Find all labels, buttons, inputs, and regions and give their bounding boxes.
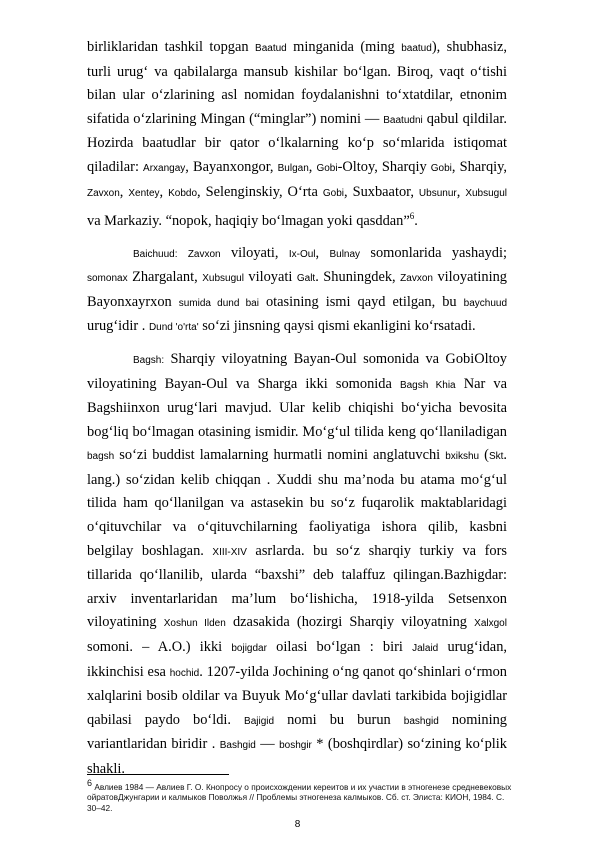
- text-run: ,: [119, 183, 129, 200]
- text-run: urug‘idan, ikkinchisi esa: [87, 639, 507, 680]
- small-term: Galt: [296, 273, 316, 285]
- small-term: Baatudni: [383, 114, 423, 126]
- small-term: Xubsugul: [202, 273, 244, 285]
- page-number: 8: [294, 819, 301, 830]
- small-term: Xubsugul: [465, 187, 508, 199]
- small-term: XIII-XIV: [212, 546, 247, 558]
- text-run: Zhargalant,: [127, 269, 203, 286]
- small-term: Xoshun Ilden: [163, 618, 226, 630]
- text-run: nomi bu burun: [274, 711, 404, 728]
- footnote: [87, 778, 517, 814]
- text-run: . 1207-yilda Jochining o‘ng qanot qo‘shinlari o‘rmon xalqlarini bosib oldilar va Buyuk Mo‘g‘ullar davlati tarkibida bojigidlar qabilasi paydo bo‘ldi.: [87, 663, 507, 728]
- text-run: , Bayanxongor,: [185, 158, 278, 175]
- text-run: va Markaziy. “nopok, haqiqiy bo‘lmagan yoki qasddan”: [87, 212, 410, 229]
- footnote-number: 6: [87, 778, 93, 788]
- small-term: bashgid: [403, 715, 439, 727]
- text-run: nomining variantlaridan biridir .: [87, 711, 508, 753]
- small-term: Kobdo: [168, 187, 198, 199]
- text-run: oilasi bo‘lgan : biri: [266, 639, 413, 656]
- footnote-divider: [87, 774, 229, 775]
- small-term: bojigdar: [231, 643, 267, 655]
- text-run: urug‘idir .: [87, 318, 149, 335]
- text-run: birliklaridan tashkil topgan: [87, 39, 256, 55]
- small-term: baychuud: [463, 297, 508, 309]
- small-term: Xentey: [128, 187, 160, 199]
- small-term: Baichuud:: [133, 248, 178, 260]
- text-run: somonlarida yashaydi;: [360, 244, 507, 261]
- small-term: Dund 'o'rta': [148, 322, 199, 334]
- small-term: baatud: [401, 43, 432, 54]
- small-term: Zavxon: [87, 187, 120, 199]
- small-term: Baatud: [255, 43, 287, 54]
- small-term: boshgir: [279, 740, 312, 752]
- small-term: Gobi: [316, 162, 338, 174]
- text-run: so‘zi buddist lamalarning hurmatli nomini anglatuvchi: [114, 447, 446, 464]
- text-run: .: [414, 212, 418, 229]
- text-run: (: [479, 447, 489, 464]
- small-term: somonax: [87, 273, 128, 285]
- small-term: Gobi: [322, 187, 345, 199]
- small-term: Bagsh:: [133, 354, 165, 366]
- text-run: viloyati: [243, 269, 297, 286]
- text-run: , Sharqiy,: [451, 158, 508, 175]
- text-run: viloyati,: [220, 244, 289, 261]
- small-term: Ubsunur: [418, 187, 457, 199]
- paragraph-bagsh: [87, 348, 507, 782]
- text-run: —: [255, 736, 280, 753]
- small-term: Zavxon: [187, 248, 221, 260]
- text-run: dzasakida (hozirgi Sharqiy viloyatning: [225, 614, 475, 631]
- small-term: Jalaid: [412, 643, 439, 655]
- small-term: hochid: [169, 667, 200, 679]
- small-term: Bagsh Khia: [399, 379, 456, 391]
- text-run: , Selenginskiy, O‘rta: [197, 183, 323, 200]
- small-term: Bulgan: [277, 162, 309, 174]
- text-run: ,: [159, 183, 169, 200]
- small-term: bxikshu: [445, 451, 480, 463]
- paragraph-baichuud: [87, 242, 507, 340]
- text-run: . lang.) so‘zidan kelib chiqqan . Xuddi shu ma’noda bu atama mo‘g‘ul tilida ham qo‘llanilgan va astasekin bu so‘z fuqarolik maktablaridagi o‘qituvchilar va o‘qituvchilarning faoliyatiga ishora qilib, kasbni belgilay boshlagan.: [87, 447, 507, 559]
- text-run: minganida (ming: [286, 39, 402, 55]
- paragraph-baatud: [87, 36, 507, 234]
- text-run: . Shuningdek,: [315, 269, 401, 286]
- text-run: so‘zi jinsning qaysi qismi ekanligini ko‘rsatadi.: [198, 318, 476, 335]
- text-run: , Suxbaator,: [344, 183, 419, 200]
- small-term: Bajigid: [244, 715, 275, 727]
- small-term: sumida dund bai: [178, 297, 259, 309]
- text-run: otasining ismi qayd etilgan, bu: [258, 293, 464, 310]
- small-term: Arxangay: [143, 162, 186, 174]
- text-run: asrlarda. bu so‘z sharqiy turkiy va fors tillarida qo‘llanilib, ularda “baxshi” deb talaffuz qilingan.Bazhigdar: arxiv inventarlaridan ma’lum bo‘lishicha, 1918-yilda Setsenxon viloyatining: [87, 542, 507, 631]
- small-term: Bulnay: [329, 248, 361, 260]
- small-term: Xalxgol: [474, 618, 507, 630]
- text-run: ,: [315, 244, 330, 261]
- text-run: Nar va Bagshiinxon urug‘lari mavjud. Ular kelib chiqishi bo‘yicha bevosita bog‘liq bo‘lmagan otasining ismidir. Mo‘g‘ul tilida keng qo‘llaniladigan: [87, 375, 507, 440]
- text-run: -Oltoy, Sharqiy: [337, 158, 431, 175]
- text-run: * (boshqirdlar) so‘zining ko‘plik shakli.: [87, 736, 507, 778]
- footnote-reference[interactable]: 6: [409, 211, 415, 222]
- small-term: Skt: [488, 451, 504, 463]
- small-term: Ix-Oul: [288, 248, 316, 260]
- text-run: ,: [456, 183, 466, 200]
- text-run: viloyatining Bayonxayrxon: [87, 269, 507, 310]
- small-term: bagsh: [87, 451, 115, 463]
- text-run: somoni. – A.O.) ikki: [87, 639, 232, 656]
- small-term: Bashgid: [219, 740, 256, 752]
- text-run: Sharqiy viloyatning Bayan-Oul somonida va GobiOltoy viloyatining Bayan-Oul va Sharga ikki somonida: [87, 350, 507, 392]
- body-text: [87, 36, 507, 782]
- text-run: ,: [308, 158, 317, 175]
- footnote-text: Авлиев 1984 — Авлиев Г. О. Кнопросу о происхождении кереитов и их участии в этногенезе средневековых ойратовДжунгарии и калмыков Поволжья // Проблемы этногенеза калмыков. Сб. ст. Элиста: КИОН, 1984. С. 30–42.: [87, 781, 512, 813]
- small-term: Gobi: [430, 162, 452, 174]
- small-term: Zavxon: [400, 273, 433, 285]
- text-run: qabul qildilar. Hozirda baatudlar bir qator o‘lkalarning ko‘p so‘mlarida istiqomat qiladilar:: [87, 110, 507, 175]
- text-run: ), shubhasiz, turli urug‘ va qabilalarga mansub kishilar bo‘lgan. Biroq, vaqt o‘tishi bilan ular o‘zlarining asl nomidan foydalanishni to‘xtatdilar, etnonim sifatida o‘zlarining Mingan (“minglar”) nomini —: [87, 39, 508, 127]
